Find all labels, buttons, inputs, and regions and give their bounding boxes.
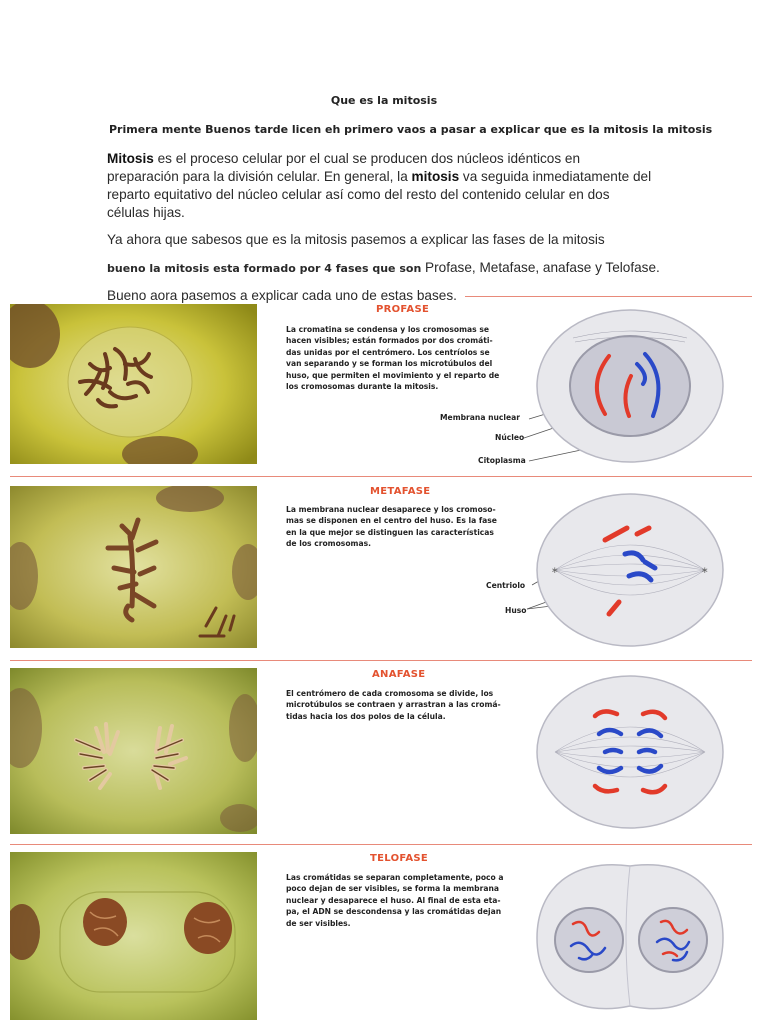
explain-phases-paragraph: Bueno aora pasemos a explicar cada uno de estas bases. bbox=[107, 288, 457, 303]
phase-panel-metafase bbox=[10, 476, 752, 656]
diagram-profase bbox=[533, 306, 728, 471]
page-title: Que es la mitosis bbox=[330, 94, 438, 107]
phase-text-metafase: La membrana nuclear desaparece y los cromoso- mas se disponen en el centro del huso. Es la fase en la que mejor se distinguen las características de los cromosomas. bbox=[286, 505, 497, 549]
diagram-anafase bbox=[533, 672, 728, 837]
micrograph-telofase bbox=[10, 852, 257, 1020]
phase-panel-profase bbox=[10, 296, 752, 471]
phase-panel-telofase bbox=[10, 844, 752, 1020]
phase-title-telofase: TELOFASE bbox=[370, 853, 429, 864]
phase-title-profase: PROFASE bbox=[376, 304, 430, 315]
phases-list-paragraph: bueno la mitosis esta formado por 4 fases que son Profase, Metafase, anafase y Telofase. bbox=[107, 260, 660, 275]
label-citoplasma: Citoplasma bbox=[478, 456, 526, 465]
term-mitosis: Mitosis bbox=[107, 151, 154, 166]
label-nucleo: Núcleo bbox=[495, 433, 525, 442]
phase-panel-anafase bbox=[10, 660, 752, 840]
diagram-metafase bbox=[533, 490, 728, 655]
phases-intro-paragraph: Ya ahora que sabesos que es la mitosis pasemos a explicar las fases de la mitosis bbox=[107, 232, 605, 247]
label-centriolo: Centriolo bbox=[486, 581, 526, 590]
diagram-telofase bbox=[533, 858, 728, 1023]
label-huso: Huso bbox=[505, 606, 527, 615]
phase-text-telofase: Las cromátidas se separan completamente, poco a poco dejan de ser visibles, se forma la membrana nuclear y desaparece el huso. Al final de esta eta- pa, el ADN se descondensa y las cromátidas dejan de ser visibles. bbox=[286, 873, 504, 928]
phase-title-anafase: ANAFASE bbox=[372, 669, 426, 680]
term-mitosis-2: mitosis bbox=[411, 169, 460, 184]
svg-text:∗: ∗ bbox=[551, 566, 559, 576]
phase-title-metafase: METAFASE bbox=[370, 486, 431, 497]
label-membrana-nuclear: Membrana nuclear bbox=[440, 413, 521, 422]
phase-text-anafase: El centrómero de cada cromosoma se divide, los microtúbulos se contraen y arrastran a las cromá- tidas hacia los dos polos de la célula. bbox=[286, 689, 501, 721]
phase-text-profase: La cromatina se condensa y los cromosomas se hacen visibles; están formados por dos cromáti- das unidas por el centrómero. Los centríolos se van separando y se forman los microtúbulos del huso, que permiten el movimiento y el reparto de los cromosomas durante la mitosis. bbox=[286, 325, 500, 392]
micrograph-anafase bbox=[10, 668, 257, 834]
intro-line: Primera mente Buenos tarde licen eh primero vaos a pasar a explicar que es la mitosis la mitosis bbox=[109, 123, 713, 136]
definition-paragraph: Mitosis es el proceso celular por el cual se producen dos núcleos idénticos en preparación para la división celular. En general, la mitosis va seguida inmediatamente del reparto equitativo del núcleo celular así como del resto del contenido celular en dos células hijas. bbox=[107, 151, 652, 220]
svg-text:∗: ∗ bbox=[701, 566, 709, 576]
